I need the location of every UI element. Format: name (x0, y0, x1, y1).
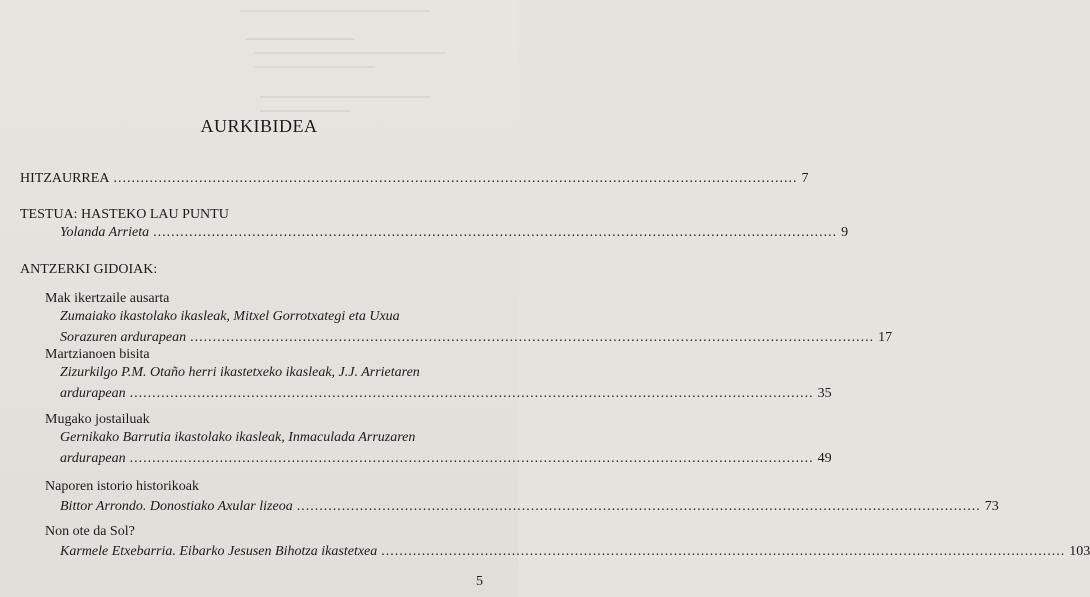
toc-section-antzerki (0, 261, 518, 279)
leader-dots: ........................................................................................................................................................ (113, 171, 798, 186)
toc-item (0, 478, 999, 516)
toc-item-title: Mugako jostailuak (45, 412, 150, 427)
toc-page-number: 7 (801, 171, 809, 186)
toc-item (0, 411, 832, 468)
show-through-line (260, 96, 430, 98)
page-number: 5 (476, 574, 483, 589)
leader-dots: ........................................................................................................................................................ (381, 544, 1066, 559)
toc-page-number: 73 (984, 499, 999, 514)
toc-entry-author: Yolanda Arrieta (60, 225, 150, 240)
toc-item-credit: Bittor Arrondo. Donostiako Axular lizeoa (60, 499, 293, 514)
toc-item-title: Mak ikertzaile ausarta (45, 291, 170, 306)
toc-entry-testua (0, 206, 849, 242)
leader-dots: ........................................................................................................................................................ (129, 451, 814, 466)
toc-item-title: Naporen istorio historikoak (45, 479, 199, 494)
toc-item (0, 346, 832, 403)
toc-item-credit: ardurapean (60, 451, 126, 466)
show-through-line (240, 10, 430, 12)
toc-item (0, 290, 893, 347)
leader-dots: ........................................................................................................................................................ (153, 225, 838, 240)
toc-item-title: Non ote da Sol? (45, 524, 135, 539)
show-through-line (260, 110, 350, 112)
toc-item-credit: ardurapean (60, 386, 126, 401)
toc-page-number: 9 (841, 225, 849, 240)
page-title: AURKIBIDEA (200, 116, 318, 136)
toc-page-number: 103 (1069, 544, 1090, 559)
leader-dots: ........................................................................................................................................................ (190, 330, 875, 345)
toc-page-number: 35 (817, 386, 832, 401)
toc-item-credit: Sorazuren ardurapean (60, 330, 187, 345)
toc-item-credit: Zumaiako ikastolako ikasleak, Mitxel Gorrotxategi eta Uxua (60, 309, 400, 324)
toc-page-number: 49 (817, 451, 832, 466)
toc-entry-label: TESTUA: HASTEKO LAU PUNTU (20, 207, 229, 222)
toc-entry-hitzaurrea (0, 170, 809, 188)
leader-dots: ........................................................................................................................................................ (129, 386, 814, 401)
toc-item (0, 523, 1090, 561)
toc-item-title: Martzianoen bisita (45, 347, 150, 362)
toc-item-credit: Zizurkilgo P.M. Otaño herri ikastetxeko ikasleak, J.J. Arrietaren (60, 365, 420, 380)
show-through-line (245, 38, 355, 40)
toc-entry-label: HITZAURREA (20, 171, 110, 186)
toc-item-credit: Gernikako Barrutia ikastolako ikasleak, Inmaculada Arruzaren (60, 430, 416, 445)
toc-section-label: ANTZERKI GIDOIAK: (20, 262, 158, 277)
show-through-line (255, 52, 445, 54)
toc-page-number: 17 (878, 330, 893, 345)
toc-item-credit: Karmele Etxebarria. Eibarko Jesusen Bihotza ikastetxea (60, 544, 378, 559)
leader-dots: ........................................................................................................................................................ (296, 499, 981, 514)
show-through-line (255, 66, 375, 68)
